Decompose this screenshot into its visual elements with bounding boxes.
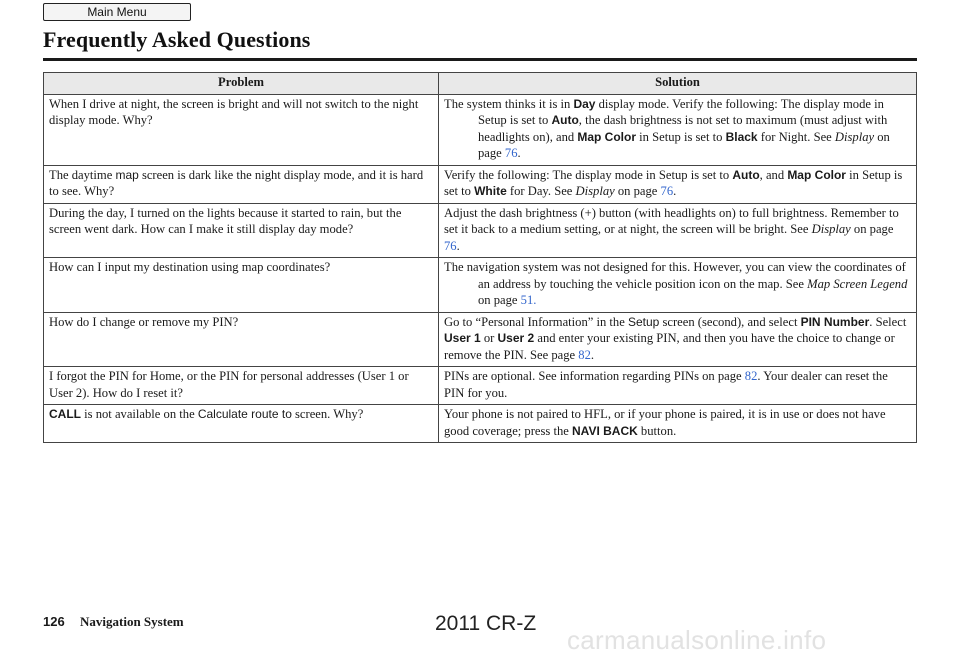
keyword-navi-back: NAVI BACK <box>572 423 638 438</box>
faq-table <box>43 72 917 443</box>
problem-text: How can I input my destination using map coordinates? <box>49 260 331 274</box>
text-run: . Your dealer can reset the PIN for you. <box>444 369 888 400</box>
text-run: screen. Why? <box>291 407 364 421</box>
text-run: Go to “Personal Information” in the <box>444 314 628 329</box>
text-run: . Select <box>869 314 907 329</box>
problem-cell <box>44 94 439 165</box>
ui-term-map: map <box>115 167 139 182</box>
problem-cell <box>44 203 439 258</box>
text-run: for Day. See <box>506 184 576 198</box>
solution-cell <box>439 405 917 443</box>
model-watermark: 2011 CR-Z <box>435 612 537 635</box>
problem-text <box>49 407 363 421</box>
problem-cell <box>44 312 439 367</box>
footer-section-title: Navigation System <box>80 614 184 629</box>
text-run: for Night. See <box>757 129 835 144</box>
site-watermark: carmanualsonline.info <box>567 625 827 655</box>
solution-text <box>444 369 888 400</box>
text-run: Your phone is not paired to HFL, or if your phone is paired, it is in use or does not have good coverage; press the <box>444 407 886 438</box>
solution-text <box>444 407 886 438</box>
solution-cell <box>439 258 917 313</box>
problem-cell <box>44 405 439 443</box>
keyword-map-color: Map Color <box>787 167 846 182</box>
keyword-auto: Auto <box>732 167 760 182</box>
ui-term-calculate-route: Calculate route to <box>197 407 292 421</box>
solution-text <box>444 96 911 162</box>
table-row <box>44 312 917 367</box>
table-header-row <box>44 73 917 95</box>
keyword-auto: Auto <box>551 113 579 127</box>
text-run: The daytime <box>49 167 116 182</box>
page-link[interactable]: 76 <box>504 146 518 160</box>
keyword-pin-number: PIN Number <box>800 314 870 329</box>
title-divider <box>43 58 917 61</box>
table-row <box>44 405 917 443</box>
text-run: on page <box>614 184 661 198</box>
keyword-call: CALL <box>49 407 81 421</box>
text-run: . <box>456 238 460 253</box>
solution-cell <box>439 165 917 203</box>
problem-cell <box>44 165 439 203</box>
text-run: PINs are optional. See information regarding PINs on page <box>444 369 745 383</box>
solution-text <box>444 168 902 199</box>
text-run: on page <box>478 293 521 307</box>
problem-text: During the day, I turned on the lights because it started to rain, but the screen went dark. How can I make it still display day mode? <box>49 205 402 236</box>
table-row <box>44 165 917 203</box>
text-run: screen (second), and select <box>659 314 801 329</box>
table-row <box>44 258 917 313</box>
text-run: in Setup is set to <box>636 129 726 144</box>
keyword-white: White <box>474 184 507 198</box>
text-run: , the dash brightness is not set to maximum (must adjust with headlights on), and <box>478 113 888 144</box>
keyword-black: Black <box>725 129 758 144</box>
text-run: in Setup is set to <box>444 167 903 198</box>
keyword-user-2: User 2 <box>497 331 535 345</box>
text-run: . <box>590 347 595 362</box>
table-row <box>44 94 917 165</box>
problem-text: When I drive at night, the screen is bright and will not switch to the night display mode. Why? <box>49 96 419 127</box>
page-link[interactable]: 76 <box>660 184 674 198</box>
text-run: , and <box>759 167 788 182</box>
solution-text <box>444 315 906 362</box>
text-run: . <box>673 184 677 198</box>
problem-cell <box>44 367 439 405</box>
page-link[interactable]: 82 <box>744 369 758 383</box>
solution-cell <box>439 203 917 258</box>
problem-text: How do I change or remove my PIN? <box>49 314 239 329</box>
solution-cell <box>439 312 917 367</box>
section-reference: Map Screen Legend <box>807 276 908 291</box>
section-reference: Display <box>811 222 851 236</box>
text-run: and enter your existing PIN, and then you have the choice to change or remove the PIN. See page <box>444 331 895 362</box>
keyword-map-color: Map Color <box>577 129 637 144</box>
column-header-solution: Solution <box>439 73 917 95</box>
text-run: Verify the following: The display mode in Setup is set to <box>444 167 733 182</box>
page-link[interactable]: 51. <box>520 293 537 307</box>
problem-text <box>49 168 423 199</box>
text-run: button. <box>637 423 677 438</box>
section-reference: Display <box>575 184 615 198</box>
ui-term-setup: Setup <box>627 314 660 329</box>
table-row <box>44 203 917 258</box>
text-run: Adjust the dash brightness (+) button (with headlights on) to full brightness. Remember to set it back to a medium setting, or at night, the screen will be bright. See <box>444 205 899 236</box>
column-header-problem: Problem <box>44 73 439 95</box>
solution-text <box>444 259 911 309</box>
page-title: Frequently Asked Questions <box>43 27 311 52</box>
page-link[interactable]: 82 <box>578 347 591 362</box>
solution-text <box>444 206 899 253</box>
main-menu-button[interactable]: Main Menu <box>43 3 191 21</box>
text-run: screen is dark like the night display mode, and it is hard to see. Why? <box>49 167 424 198</box>
table-row <box>44 367 917 405</box>
solution-cell <box>439 367 917 405</box>
section-reference: Display <box>834 129 875 144</box>
text-run: on page <box>478 129 890 160</box>
keyword-day: Day <box>573 96 596 111</box>
text-run: on page <box>850 222 894 236</box>
solution-cell <box>439 94 917 165</box>
page-link[interactable]: 76 <box>444 238 457 253</box>
text-run: is not available on the <box>81 407 198 421</box>
text-run: The system thinks it is in <box>444 96 574 111</box>
text-run: display mode. Verify the following: The display mode in Setup is set to <box>478 96 884 127</box>
text-run: The navigation system was not designed for this. However, you can view the coordinates of an address by touching the vehicle position icon on the map. See <box>444 260 906 291</box>
text-run: or <box>480 331 498 345</box>
text-run: . <box>517 146 521 160</box>
keyword-user-1: User 1 <box>444 331 481 345</box>
problem-text: I forgot the PIN for Home, or the PIN for personal addresses (User 1 or User 2). How do I reset it? <box>49 369 409 400</box>
problem-cell <box>44 258 439 313</box>
page-number: 126 <box>43 614 65 629</box>
